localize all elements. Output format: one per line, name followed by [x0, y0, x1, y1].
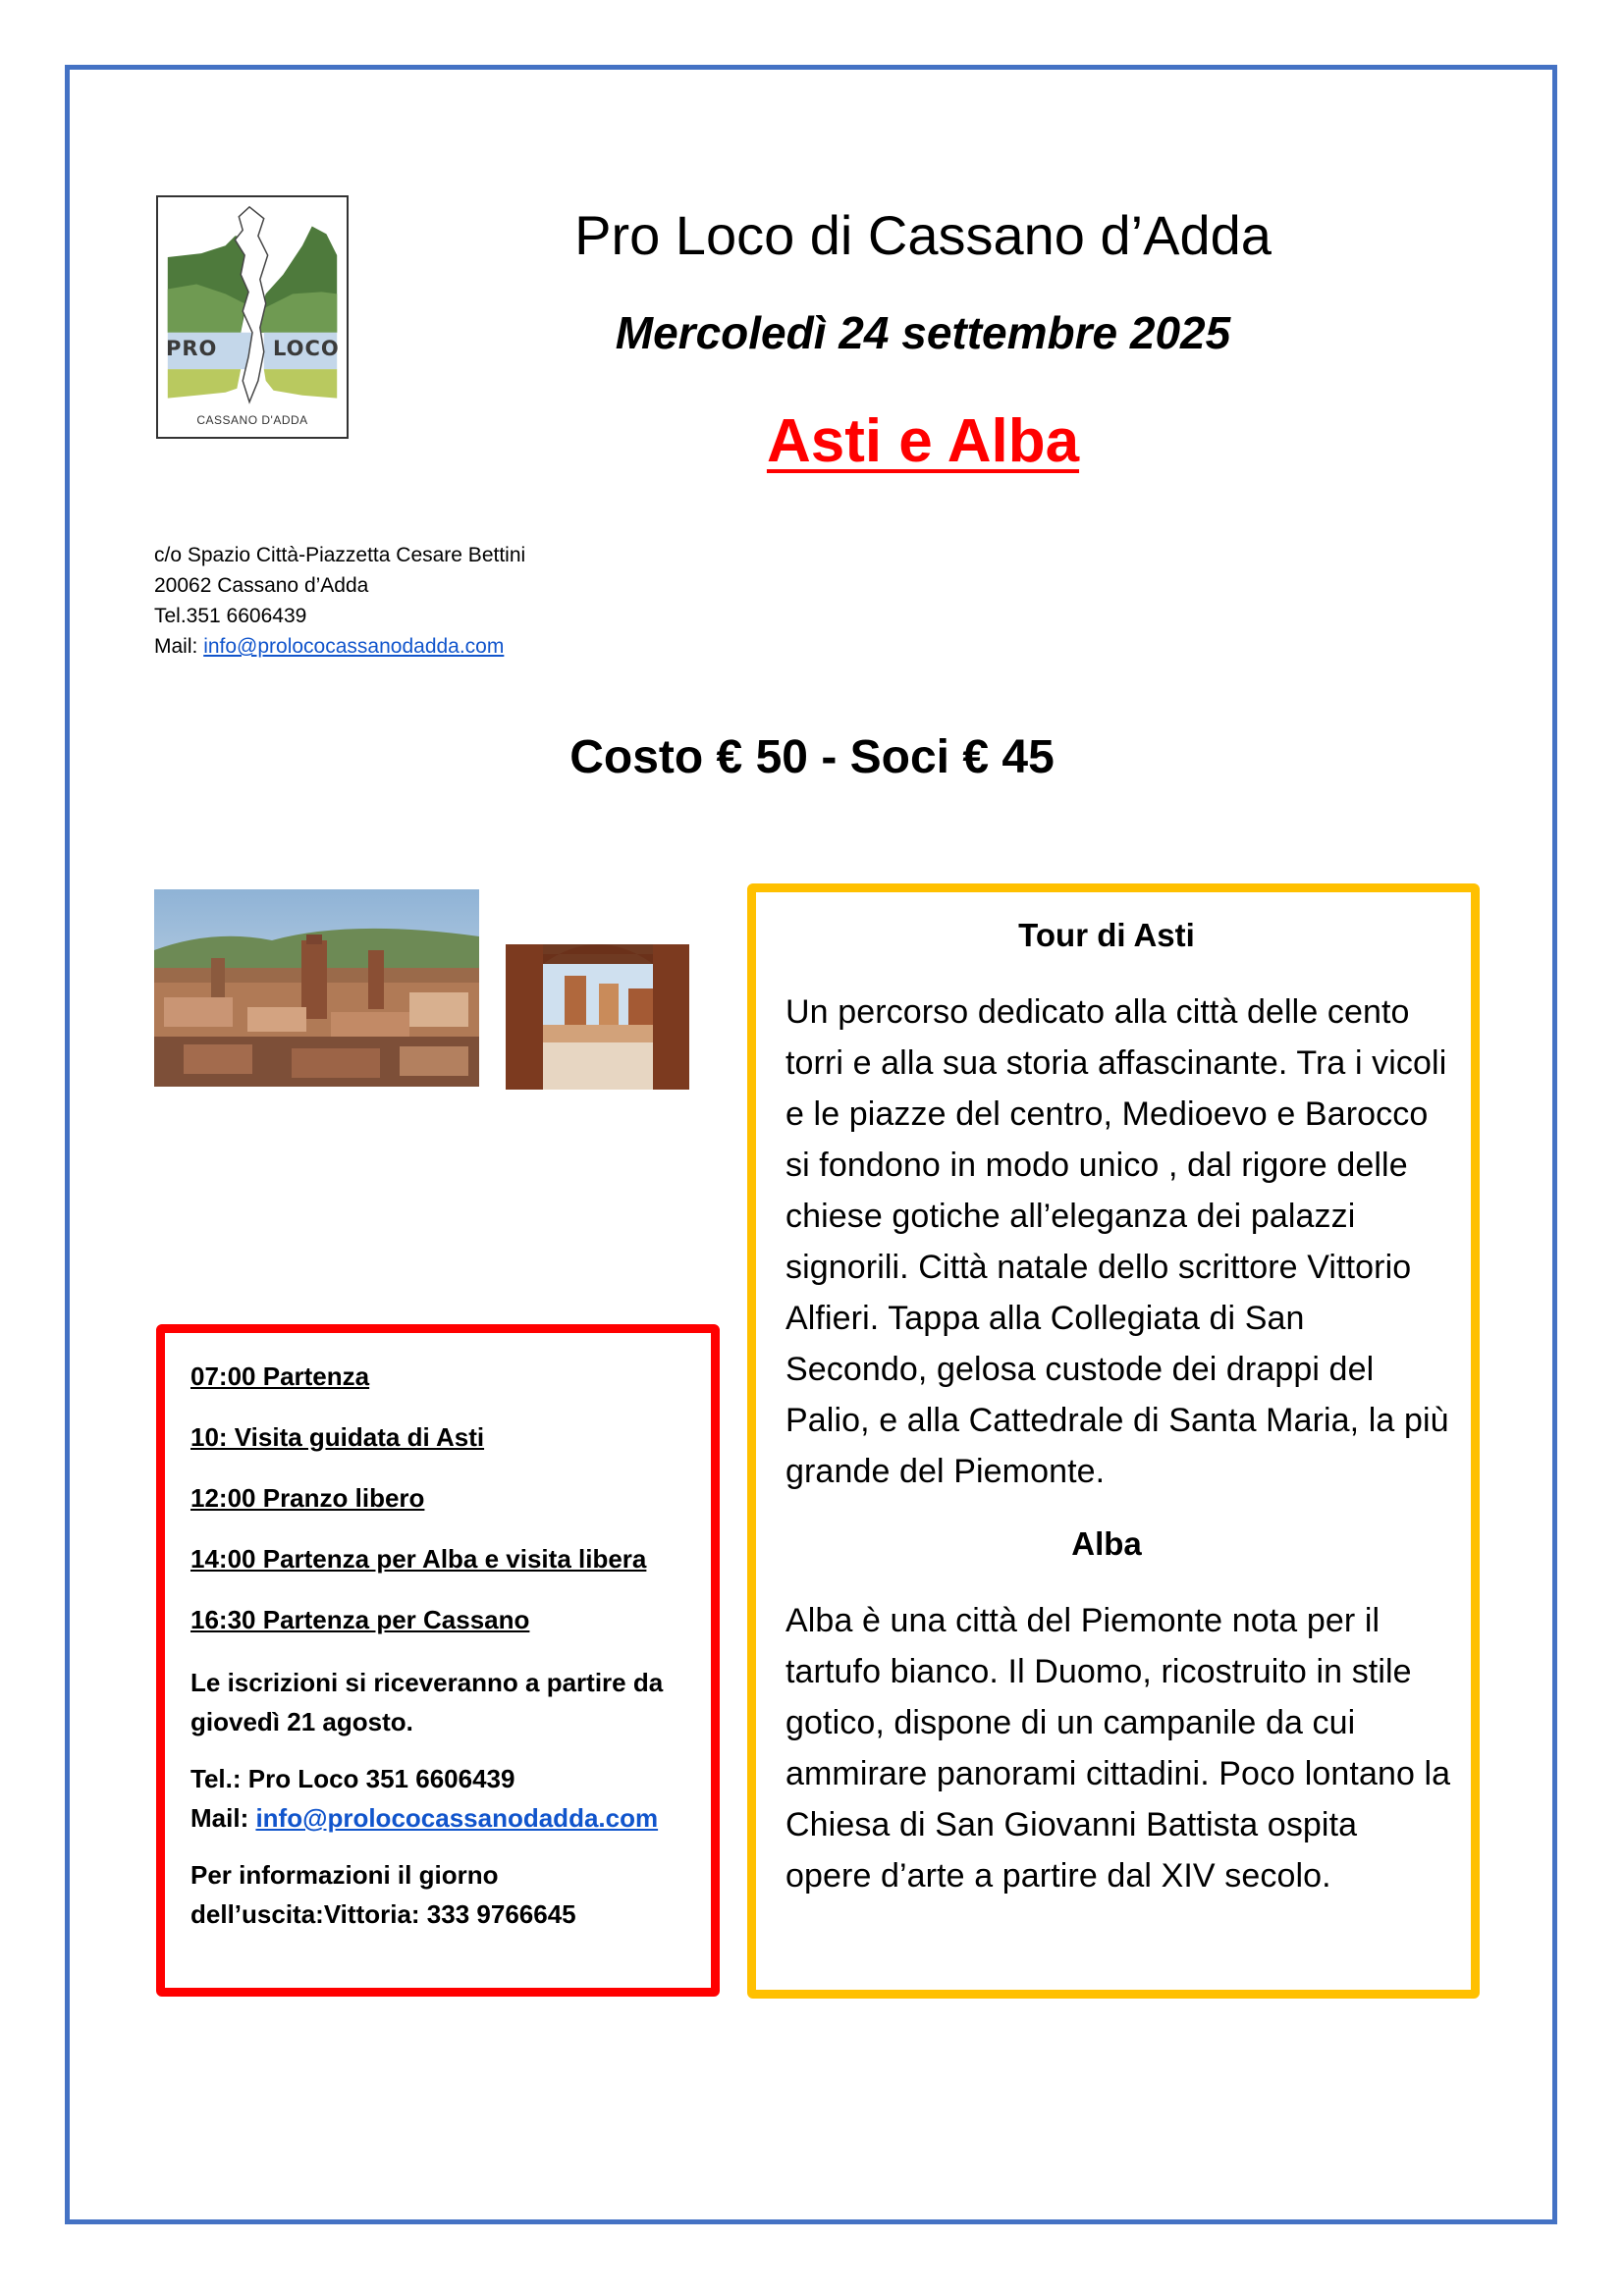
- schedule-item: 12:00 Pranzo libero: [190, 1483, 425, 1513]
- logo-caption: CASSANO D'ADDA: [196, 413, 308, 427]
- day-info-contact: Per informazioni il giorno dell’uscita:Vittoria: 333 9766645: [190, 1860, 576, 1929]
- pro-loco-logo: [156, 195, 349, 439]
- asti-description: Un percorso dedicato alla città delle cento torri e alla sua storia affascinante. Tra i vicoli e le piazze del centro, Medioevo e Barocco si fondono in modo unico , dal rigore delle chiese gotiche all’eleganza dei palazzi signorili. Città natale dello scrittore Vittorio Alfieri. Tappa alla Collegiata di San Secondo, gelosa custode dei drappi del Palio, e alla Cattedrale di Santa Maria, la più grande del Piemonte.: [785, 993, 1449, 1490]
- contact-mail-label: Mail:: [154, 635, 204, 658]
- event-date: Mercoledì 24 settembre 2025: [615, 307, 1231, 358]
- asti-heading: Tour di Asti: [1018, 917, 1195, 953]
- schedule-box: [156, 1324, 720, 1997]
- logo-word-right: LOCO: [273, 337, 340, 360]
- cost-line: Costo € 50 - Soci € 45: [569, 731, 1055, 783]
- schedule-item: 10: Visita guidata di Asti: [190, 1422, 485, 1452]
- contact-address: c/o Spazio Città-Piazzetta Cesare Bettini: [154, 544, 526, 566]
- schedule-mail-link[interactable]: info@prolococassanodadda.com: [255, 1803, 659, 1833]
- alba-heading: Alba: [1071, 1525, 1142, 1562]
- trip-title: Asti e Alba: [766, 407, 1080, 475]
- schedule-item: 14:00 Partenza per Alba e visita libera: [190, 1544, 647, 1574]
- asti-panorama-photo: [154, 889, 479, 1087]
- schedule-item: 07:00 Partenza: [190, 1362, 370, 1391]
- logo-word-left: PRO: [166, 337, 218, 360]
- contact-block: [154, 540, 525, 662]
- contact-mail-line: [154, 631, 525, 662]
- asti-arcade-photo: [506, 944, 689, 1090]
- contact-city: 20062 Cassano d’Adda: [154, 574, 369, 597]
- schedule-item: 16:30 Partenza per Cassano: [190, 1605, 530, 1634]
- schedule-mail-label: Mail:: [190, 1803, 256, 1833]
- contact-phone: Tel.351 6606439: [154, 605, 307, 627]
- contact-mail-link[interactable]: info@prolococassanodadda.com: [203, 635, 505, 658]
- schedule-mail-line: [190, 1798, 689, 1838]
- alba-description: Alba è una città del Piemonte nota per il tartufo bianco. Il Duomo, ricostruito in stile gotico, dispone di un campanile da cui ammirare panorami cittadini. Poco lontano la Chiesa di San Giovanni Battista ospita opere d’arte a partire dal XIV secolo.: [785, 1602, 1451, 1895]
- schedule-contacts: [190, 1759, 689, 1838]
- tour-box: [747, 883, 1480, 1999]
- organization-title: Pro Loco di Cassano d’Adda: [574, 204, 1272, 266]
- registration-note: Le iscrizioni si riceveranno a partire da giovedì 21 agosto.: [190, 1668, 664, 1736]
- schedule-phone: Tel.: Pro Loco 351 6606439: [190, 1764, 515, 1793]
